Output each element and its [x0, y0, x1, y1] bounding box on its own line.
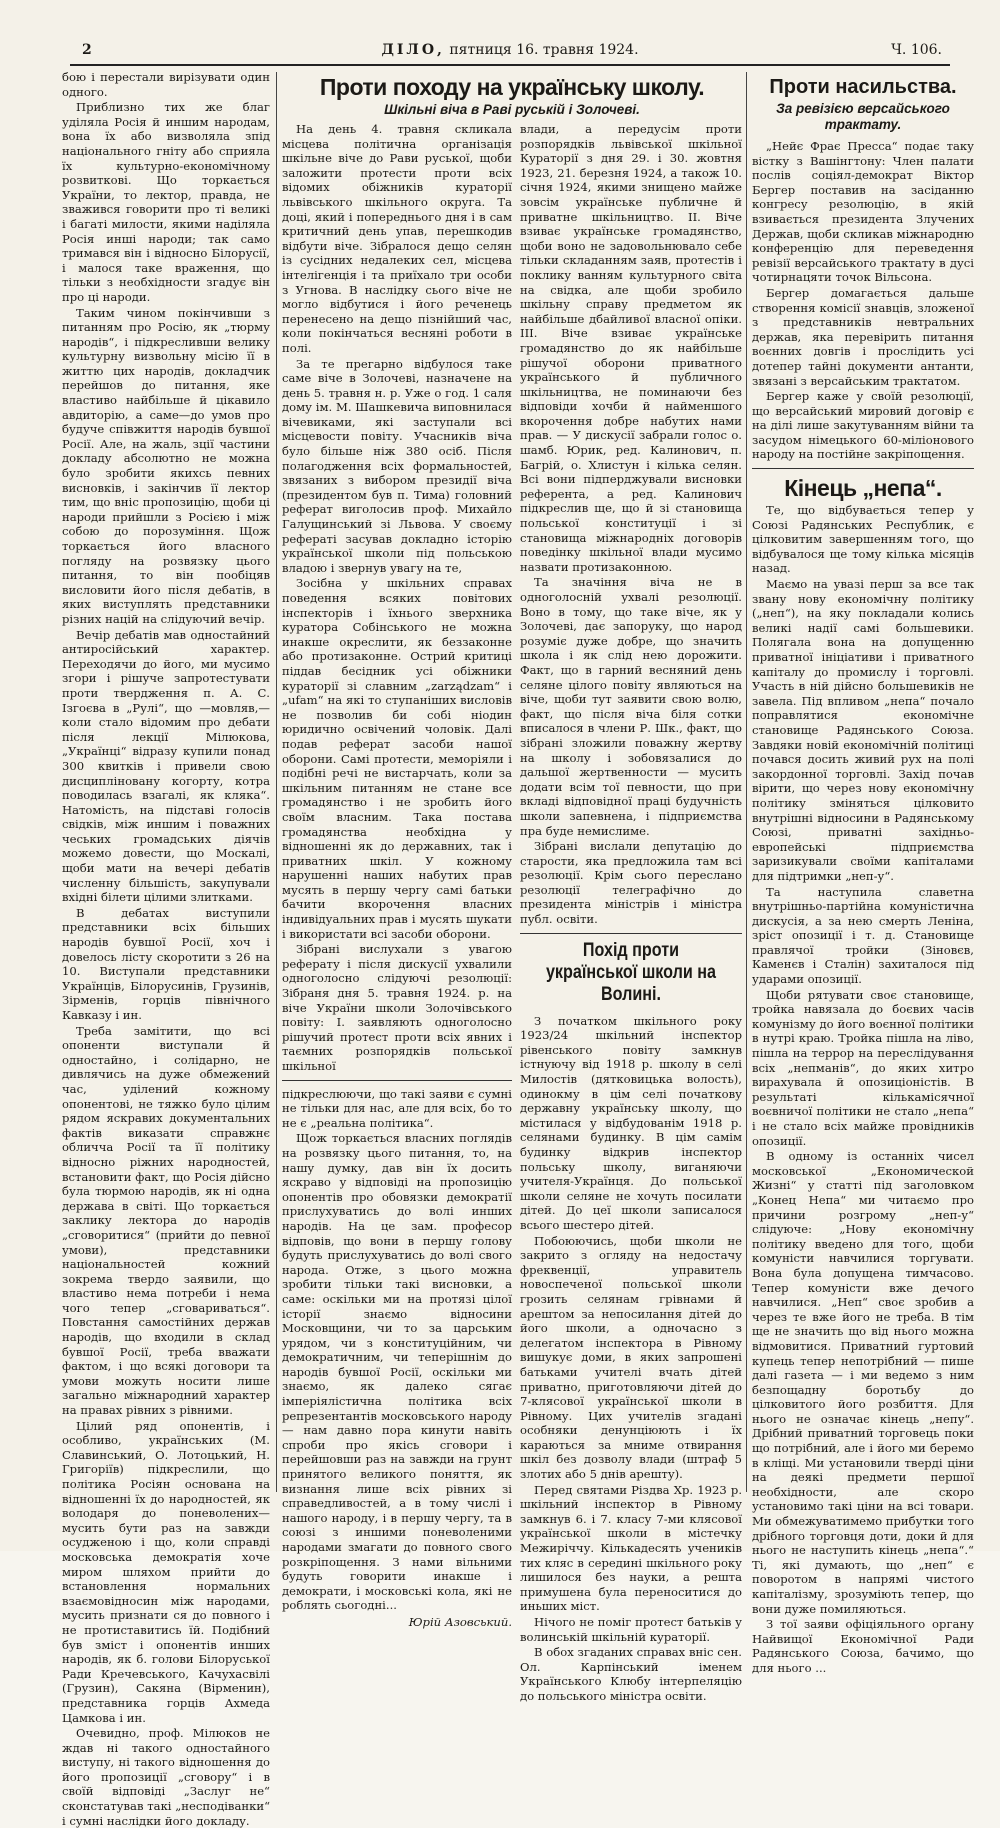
paragraph: бою і перестали вирізувати один одного.	[62, 70, 270, 99]
paragraph: Перед святами Різдва Хр. 1923 р. шкільний інспектор в Рівному замкнув 6. і 7. класу 7-ми клясової української школи в містечку Межиріччу. Кількадесять учеників тих кляс в середині шкільного року лишилося без науки, а решта примушена була переноситися до иньших міст.	[520, 1482, 742, 1614]
masthead-title: ДІЛО,	[381, 42, 445, 58]
section-rule	[282, 1080, 512, 1081]
paragraph: Очевидно, проф. Мілюков не ждав ні такого одностайного виступу, ні такого відношення до його пропозиції „сговору“ і в своїй відповіді „Заслуг не“ сконстатував такі „несподіванки“ і сумні наслідки його докладу.	[62, 1726, 270, 1828]
paragraph: влади, а передусім проти розпорядків львівської шкільної Кураторії з дня 29. і 30. жовтня 1923, 21. березня 1924, а також 10. січня 1924, якими знищено майже зовсім українське публичне й приватне шкільництво. II. Віче взиває українське громадянство, щоби воно не задовольнювало себе тільки складанням заяв, протестів і поклику ванням культурного світа на свідка, але щоби зробило шкільну справу предметом як найбільше дбайливої власної опіки. III. Віче взиває українське громадянство до як найбільше рішучої оборони приватного українського й публичного шкільництва, не поминаючи без відповіди хочби й найменшого вкорочення добре набутих нами прав. — У дискусії забрали голос о. шамб. Юрик, ред. Калинович, п. Багрій, о. Хлистун і кілька селян. Всі вони підперджували висновки референта, а ред. Калинович підкреслив ще, що й зі становища польської конституції і зі становища міжнародніх договорів поведінку шкільної влади мусимо назвати протизаконною.	[520, 122, 742, 574]
paragraph: Приблизно тих же благ уділяла Росія й иншим народам, вона їх або визволяла зпід національного гніту або сприяла їх культурно-економічному розвиткові. Що торкається України, то лектор, правда, не зважився говорити про ті великі і багаті милости, якими наділяла Росія инші народи; так само тримався він і відносно Білорусії, і малося таке враження, що тільки з необхідности згадує він про ці народи.	[62, 100, 270, 304]
issue-number: Ч. 106.	[891, 42, 942, 58]
paragraph: Маємо на увазі перш за все так звану нову економічну політику („неп“), на яку покладали колись великі надії самі большевики. Полягала вона на допущенню приватної ініціативи і приватного капіталу до промислу і торговлі. Участь в ній дійсно большевиків не завела. Під впливом „непа“ почало поправлятися економічне становище Радянського Союза. Завдяки новій економічній політиці почався досить живий рух на полі закордонної торговлі. Захід почав вірити, що через нову економічну політику зміняться цілковито внутрішні відносини в Радянському Союзі, приватні західньо-европейські підприємства заризикували своїми капіталами для підтримки „неп-у“.	[752, 577, 974, 883]
author-signature: Юрій Азовський.	[408, 1614, 512, 1629]
paragraph: Треба замітити, що всі опоненти виступали й одностайно, і солідарно, не дивлячись на дуже обмежений час, уділений кожному опонентові, не тяжко було цілим рядом яскравих документальних фактів виказати справжнє обличча Росії та її політику відносно ріжних народностей, встановити факт, що Росія дійсно була тюрмою народів, як ні одна держава в світі. Що торкається заклику лектора до народів „сговоритися“ (прийти до певної умови), представники національностей кожний зокрема твердо заявили, що властиво нема потреби і нема чого тепер „сговариваться“. Повстання самостійних держав народів, що входили в склад бувшої Росії, треба вважати фактом, і що всякі договори та умови можуть носити лише загально міжнародний характер на правах рівних з рівними.	[62, 1023, 270, 1418]
paragraph: Зосібна у шкільних справах поведення всяких повітових інспекторів і їхнього зверхника куратора Собінського не можна инакше окреслити, як беззаконне або протизаконне. Острий критиці піддав бесідник усі обіжники кураторії зі славним „zarządzam“ і „ufam“ на які то ступаніших висловів не позволив би собі ніодин юридично освічений чоловік. Далі подав реферат засоби нашої оборони. Самі протести, меморіяли і подібні речі не вистарчать, коли за шкільним питанням не стане все громадянство і не зробить його своїм власним. Така постава громадянства необхідна у відношенні як до державних, так і приватних шкіл. У кожному нарушенні наших набутих прав мусять в першу чергу самі батьки бачити вкорочення власних індивідуальних прав і мусять шукати і використати всі засоби оборони.	[282, 576, 512, 941]
paragraph: Зібрані вислали депутацію до старости, яка предложила там всі резолюції. Крім сього переслано резолюції телеграфічно до президента міністрів і міністра публ. освіти.	[520, 839, 742, 927]
paragraph: Та наступила славетна внутрішньо-партійна комуністична дискусія, а за нею смерть Леніна, зріст опозиції і т. д. Становище правлячої тройки (Зіновєв, Каменєв і Сталін) захиталося під ударами опозиції.	[752, 884, 974, 987]
article-subtitle: За ревізією версайського трактату.	[776, 101, 950, 132]
page-header	[70, 40, 950, 66]
column-1	[62, 70, 270, 1828]
column-3	[520, 122, 742, 1703]
section-rule	[752, 468, 974, 469]
paragraph: В одному із останніх чисел московської „Економической Жизні“ у статті під заголовком „Конец Непа“ ми читаємо про причини розгрому „неп-у“ слідуюче: „Нову економічну політику введено для того, щоби комуністи навчилися торгувати. Вона була допущена тимчасово. Тепер комуністи вже дечого навчилися. „Неп“ своє зробив а через те вже його не треба. В тім ще не значить що від нього можна відмовитися. Приватний гуртовий купець тепер непотрібний — пише далі газета — і ми ведемо з ним безпощадну боротьбу до цілковитого його розбиття. Для нього не означає кінець „непу“. Дрібний приватний торговець поки що потрібний, але і його ми беремо в кліщі. Ми установили тверді ціни на деякі предмети першої необхідности, але скоро установимо такі ціни на всі товари. Ми обмежуватимемо прибутки того дрібного торговця доти, доки й для нього не наступить кінець „непа“.“ Ті, які думають, що „неп“ є поворотом в напрямі чистого капіталізму, зрозуміють тепер, що вони дуже помиляються.	[752, 1149, 974, 1616]
column-2	[282, 122, 512, 1629]
paragraph: Нічого не поміг протест батьків у волинській шкільній кураторії.	[520, 1615, 742, 1644]
article-title: Проти походу на українську школу.	[319, 74, 705, 100]
paragraph: Та значіння віча не в одноголосній ухвалі резолюції. Воно в тому, що таке віче, як у Золочеві, дає запоруку, що народ розуміє дуже добре, що значить школа і як слід нею дорожити. Факт, що в гарний весняний день селяне цілого повіту являються на віче, щоби тут заявити свою волю, факт, що після віча біля сотки вписалося в члени Р. Шк., факт, що зібрані зложили поважну жертву на школу і зобовязалися до дальшої жертвенности — мусить додати всім тої певности, що при вкладі відповідної праці будучність школи запевнена, і підприємства пра буде немислиме.	[520, 575, 742, 838]
paragraph: Бергер каже у своїй резолюції, що версайський мировий договір є на ділі лише закутуванням війни та засудом німецького 60-міліонового народу на постійне закріпощення.	[752, 389, 974, 462]
paragraph: Щоби рятувати своє становище, тройка навязала до боєвих часів комунізму до його воєнної політики в нутрі краю. Тройка пішла на ліво, пішла на террор на переслідування всіх „непманів“, до яких хитро вирахувала й опозиціоністів. В результаті кількамісячної воєвничої політики не стало „непа“ і не стало всіх майже провідників опозиції.	[752, 987, 974, 1148]
article-subtitle: Шкільні віча в Раві руській і Золочеві.	[384, 102, 640, 117]
article-title: Проти насильства.	[769, 76, 957, 98]
column-divider	[276, 72, 277, 1492]
article-title: Кінець „непа“.	[784, 475, 942, 502]
column-divider	[746, 72, 747, 1492]
paragraph: За те прегарно відбулося таке саме віче в Золочеві, назначене на день 5. травня н. р. Уже о год. 1 саля дому ім. М. Шашкевича виповнилася вічевиками, які заступали всі місцевости повіту. Учасників віча було більше ніж 380 осіб. Після полагодження всіх формальностей, звязаних з вибором президії віча (президентом був п. Тима) головний реферат виголосив проф. Михайло Галущинський зі Львова. У своєму рефераті засував докладно історію української школи під польською владою і звернув увагу на те,	[282, 356, 512, 575]
paragraph: підкреслюючи, що такі заяви є сумні не тільки для нас, але для всіх, бо то не є „реальна політика“.	[282, 1086, 512, 1130]
section-rule	[520, 933, 742, 934]
paragraph: На день 4. травня скликала місцева політична організація шкільне віче до Рави руської, щоби заложити протести проти всіх відомих обіжників кураторії львівського шкільного округа. Та доці, який і попереднього дня і в сам критичний день упав, перешкодив відбути віче. Зібралося дещо селян із сусідних недалеких сел, місцева інтелігенція і та приїхало три особи з Угнова. В наслідку сього віче не могло відбутися і його реченець перенесено на дещо пізнійший час, коли покінчаться весняні роботи в полі.	[282, 122, 512, 355]
paragraph: Таким чином покінчивши з питанням про Росію, як „тюрму народів“, і підкресливши велику культурну визвольну місію її в життю цих народів, докладчик перейшов до питання, яке властиво найбільше й цікавило авдиторію, а саме—до умов про будуче співжиття народів бувшої Росії. Але, на жаль, зції частини докладу абсолютно не можна було зробити якихсь певних висновків, і закінчив її лектор тим, що вніс пропозицію, щоби ці народи прийшли з Росією і між собою до порозуміння. Щож торкається його власного погляду на розвязку цього питання, то він пообіцяв висловити його після дебатів, в яких виступлять представники різних націй на слідуючий вечір.	[62, 305, 270, 626]
paragraph: З тої заяви офіціяльного органу Найвищої Економічної Ради Радянського Союза, бачимо, що для нього ...	[752, 1617, 974, 1675]
article-title: Похід проти української школи на Волині.	[545, 939, 717, 1005]
paragraph: З початком шкільного року 1923/24 шкільний інспектор рівенського повіту замкнув істнуючу від 1918 р. школу в селі Милостів (дятковицька волость), одинокму в цім селі початкову державну українську школу, що містилася у відбудованім 1918 р. селянами будинку. В цім самім будинку відкрив інспектор польську школу, виганяючи учителя-Українця. До польської школи селяне не хочуть посилати дітей. До цеї школи записалося всього шестеро дітей.	[520, 1013, 742, 1232]
paragraph: „Нейє Фрає Пресса“ подає таку вістку з Вашінгтону: Член палати послів соціял-демократ Віктор Бергер поставив на засіданню конгресу резолюцію, в якій взивається президента Злучених Держав, щоби скликав міжнародню конференцію для переведення ревізії версайського трактату в дусі чотирнацяти точок Вільсона.	[752, 139, 974, 285]
paragraph: Зібрані вислухали з увагою реферату і після дискусії ухвалили одноголосно слідуючі резолюції: Зібраня дня 5. травня 1924. р. на віче України школи Золочівського повіту: І. заявляють одноголосно рішучий протест проти всіх явних і таємних розпорядків польської шкільної	[282, 942, 512, 1073]
paragraph: В дебатах виступили представники всіх більших народів бувшої Росії, хоч і довелось лісту скоротити з 26 на 10. Виступали представники Українців, Білорусинів, Грузинів, Зірменів, горців північного Кавказу і ин.	[62, 905, 270, 1022]
paragraph: Щож торкається власних поглядів на розвязку цього питання, то, на нашу думку, дав він їх досить яскраво у відповіді на пропозицію опонентів про обовязки демократії прислухуватись до волі инших народів. На це зам. професор відповів, що вони в першу голову будуть прислухуватись до волі свого народа. Отже, з цього можна зробити тільки такі висновки, а саме: оскільки ми на протязі цілої історії знаємо відносини Московщини, чи то за царським урядом, чи з конституційним, чи демократичним, чи теперішнім до народів бувшої Росії, оскільки ми знаємо, як далеко сягає імперіялістична політика всіх репрезентантів московського народу — нам давно пора кинути навіть спроби про якісь сговори і перейшовши раз на завжди на грунт принятого великого поняття, як визнання лише всіх рівних зі справедливостей, а в тому числі і нашого народу, і в першу чергу, та в союзі з иншими поневоленими народами змагати до повного свого розкріпощення. З нами вільними будуть говорити инакше і демократи, і московські кола, які не роблять сьогодні...	[282, 1131, 512, 1613]
paragraph: В обох згаданих справах вніс сен. Ол. Карпінський іменем Українського Клюбу інтерпеляцію до польського міністра освіти.	[520, 1645, 742, 1703]
masthead-line	[70, 42, 950, 58]
paragraph: Цілий ряд опонентів, і особливо, українських (М. Славинський, О. Лотоцький, Н. Григоріїв) підкреслили, що політика Росіян основана на відношенні їх до народностей, як володаря до поневолених—мусить бути раз на завжди осудженою і що, коли справді московська демократія хоче миром шляхом прийти до встановлення нормальних взаємовідносин між народами, мусить признати ся до повного і не протиставитись їй. Подібний був зміст і опонентів инших народів, як б. голови Білоруської Ради Кречевського, Качухасвілі (Грузин), Сакяна (Вірменин), представника горців Ахмеда Цамкова і ин.	[62, 1418, 270, 1725]
column-4	[752, 70, 974, 1675]
paragraph: Те, що відбувається тепер у Союзі Радянських Республик, є цілковитим завершенням того, що відбувалося ще тому кілька місяців назад.	[752, 503, 974, 576]
paragraph: Побоюючись, щоби школи не закрито з огляду на недостачу фреквенції, управитель новоспеченої польської школи грозить селянам грівнами й арештом за непосилання дітей до його школи, а одночасно з делегатом інспектора в Рівному вишукує доми, в яких запрошені батьками учителі вчать дітей приватно, приготовляючи дітей до 7-клясової української школи в Рівному. Цих учителів згадані особняки денунціюють і їх караються за мниме отвирання шкіл без дозволу влади (штраф 5 злотих або 5 днів арешту).	[520, 1233, 742, 1482]
page-number: 2	[82, 42, 92, 58]
paragraph: Бергер домагається дальше створення комісії знавців, зложеної з представників невтральних держав, яка перевірить питання воєнних довгів і прослідить усі дотепер тайні документи антанти, звязані з версайським трактатом.	[752, 285, 974, 388]
paragraph: Вечір дебатів мав одностайний антиросійський характер. Переходячи до його, ми мусимо згори і рішуче запротестувати проти твердження п. А. С. Ізгоєва в „Рулі“, що —мовляв,—коли стало відомим про дебати після лекції Мілюкова, „Українці“ відразу купили понад 300 квитків і привели свою дисципліновану когорту, котра поводилась взагалі, як кляка“. Натомість, на підставі голосів свідків, між иншим і поважних чеських громадських діячів можемо довести, що Москалі, щоби мати на вечері дебатів численну більшість, закупували вхідні білети цілими злитками.	[62, 627, 270, 905]
issue-date: пятниця 16. травня 1924.	[449, 42, 639, 58]
article-school-header	[282, 70, 742, 124]
